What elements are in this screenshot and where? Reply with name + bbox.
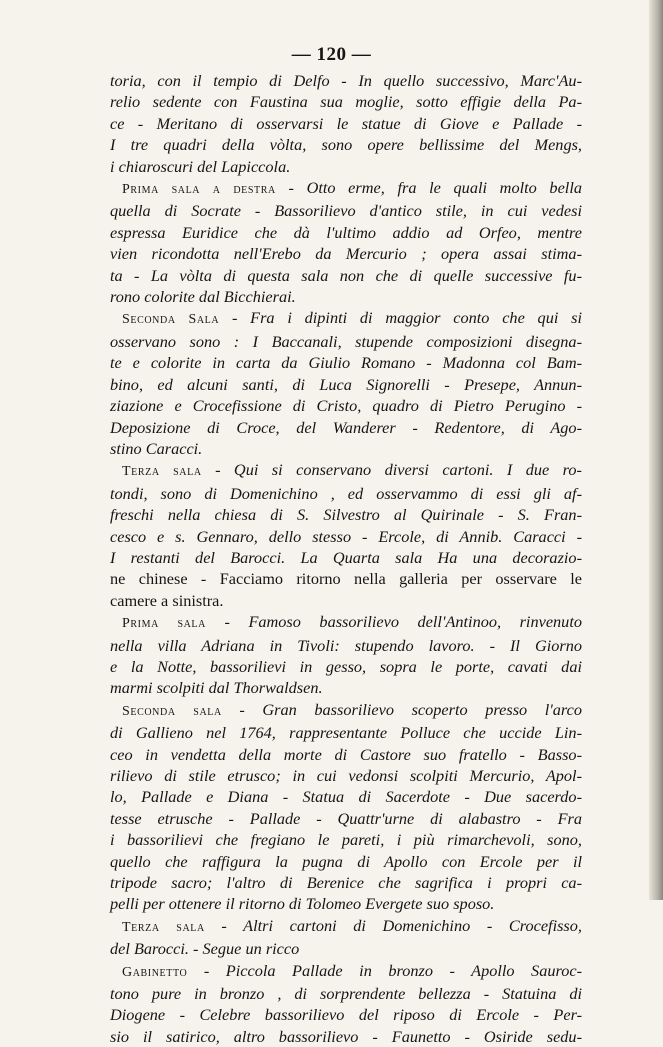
text-line: tondi, sono di Domenichino , ed osservammo di essi gli af-: [110, 483, 582, 503]
section-heading: Terza sala: [122, 464, 202, 480]
text-line: osservano sono : I Baccanali, stupende composizioni disegna-: [110, 331, 582, 351]
section-heading: Gabinetto: [122, 964, 188, 980]
text-line: rono colorite dal Bicchierai.: [110, 287, 296, 307]
text-line: nella villa Adriana in Tivoli: stupendo lavoro. - Il Giorno: [110, 635, 582, 655]
text-line: ta - La vòlta di questa sala non che di quelle successive fu-: [110, 265, 582, 285]
line-text: - Fra i dipinti di maggior conto che qui si: [231, 308, 582, 328]
text-line: [110, 915, 582, 938]
text-line: i bassorilievi che fregiano le pareti, i più rimarchevoli, sono,: [110, 830, 582, 850]
text-line: ne chinese - Facciamo ritorno nella galleria per osservare le: [110, 569, 582, 589]
text-line: [110, 307, 582, 330]
text-line: camere a sinistra.: [110, 590, 224, 610]
paragraph: [110, 699, 582, 915]
text-line: lo, Pallade e Diana - Statua di Sacerdote - Due sacerdo-: [110, 787, 582, 807]
text-line: cesco e s. Gennaro, dello stesso - Ercole, di Annib. Caracci -: [110, 526, 582, 546]
line-text: - Piccola Pallade in bronzo - Apollo Sauroc-: [203, 960, 582, 980]
line-text: - Qui si conservano diversi cartoni. I due ro-: [215, 460, 582, 480]
text-line: e la Notte, bassorilievi in gesso, sopra le porte, cavati dai: [110, 656, 582, 676]
text-line: sio il satirico, altro bassorilievo - Faunetto - Osiride sedu-: [110, 1026, 582, 1046]
text-line: quella di Socrate - Bassorilievo d'antico stile, in cui vedesi: [110, 201, 582, 221]
text-line: tono pure in bronzo , di sorprendente bellezza - Statuina di: [110, 984, 582, 1004]
text-line: stino Caracci.: [110, 438, 203, 458]
paragraph: [110, 177, 582, 307]
paragraph: [110, 459, 582, 611]
section-heading: Terza sala: [122, 919, 205, 935]
text-line: espressa Euridice che dà l'ultimo addio ad Orfeo, mentre: [110, 222, 582, 242]
text-line: pelli per ottenere il ritorno di Tolomeo Evergete suo sposo.: [110, 894, 495, 914]
paragraph: [110, 960, 582, 1047]
paragraph: [110, 307, 582, 459]
text-line: Deposizione di Croce, del Wanderer - Redentore, di Ago-: [110, 417, 582, 437]
text-line: del Barocci. - Segue un ricco: [110, 939, 300, 959]
text-line: te e colorite in carta da Giulio Romano - Madonna col Bam-: [110, 353, 582, 373]
text-line: ceo in vendetta della morte di Castore suo fratello - Basso-: [110, 744, 582, 764]
text-line: tripode sacro; l'altro di Berenice che sagrifica i propri ca-: [110, 873, 582, 893]
page-number: — 120 —: [291, 44, 372, 65]
text-line: [110, 960, 582, 983]
text-line: I tre quadri della vòlta, sono opere bellissime del Mengs,: [110, 135, 582, 155]
text-line: I restanti del Barocci. La Quarta sala Ha una decorazio-: [110, 547, 582, 567]
section-heading: Prima sala a destra: [122, 182, 276, 198]
line-text: - Gran bassorilievo scoperto presso l'arco: [239, 699, 583, 719]
text-line: [110, 611, 582, 634]
text-line: [110, 459, 582, 482]
text-line: bino, ed alcuni santi, di Luca Signorelli - Presepe, Annun-: [110, 374, 582, 394]
text-line: freschi nella chiesa di S. Silvestro al Quirinale - S. Fran-: [110, 505, 582, 525]
paragraph: [110, 70, 582, 177]
text-line: Diogene - Celebre bassorilievo del riposo di Ercole - Per-: [110, 1005, 582, 1025]
section-heading: Seconda Sala: [122, 312, 220, 328]
text-line: i chiaroscuri del Lapiccola.: [110, 156, 291, 176]
text-line: di Gallieno nel 1764, rappresentante Polluce che uccide Lin-: [110, 723, 582, 743]
text-line: [110, 699, 582, 722]
text-line: quello che raffigura la pugna di Apollo con Ercole per il: [110, 851, 582, 871]
section-heading: Seconda sala: [122, 703, 222, 719]
text-line: [110, 177, 582, 200]
line-text: - Otto erme, fra le quali molto bella: [288, 178, 582, 198]
text-line: ziazione e Crocefissione di Cristo, quadro di Pietro Perugino -: [110, 396, 582, 416]
text-line: marmi scolpiti dal Thorwaldsen.: [110, 678, 323, 698]
paragraph: [110, 915, 582, 960]
line-text: - Famoso bassorilievo dell'Antinoo, rinvenuto: [224, 612, 582, 632]
section-heading: Prima sala: [122, 616, 206, 632]
text-line: relio sedente con Faustina sua moglie, sotto effigie della Pa-: [110, 92, 582, 112]
body-text: [110, 70, 582, 1047]
text-line: vien ricondotta nell'Erebo da Mercurio ; opera assai stima-: [110, 244, 582, 264]
line-text: - Altri cartoni di Domenichino - Crocefisso,: [221, 915, 582, 935]
text-line: rilievo di stile etrusco; in cui vedonsi scolpiti Mercurio, Apol-: [110, 766, 582, 785]
text-line: toria, con il tempio di Delfo - In quello successivo, Marc'Au-: [110, 71, 582, 90]
page-edge: [649, 0, 663, 900]
text-line: ce - Meritano di osservarsi le statue di Giove e Pallade -: [110, 113, 582, 133]
text-line: tesse etrusche - Pallade - Quattr'urne di alabastro - Fra: [110, 808, 582, 828]
paragraph: [110, 611, 582, 699]
